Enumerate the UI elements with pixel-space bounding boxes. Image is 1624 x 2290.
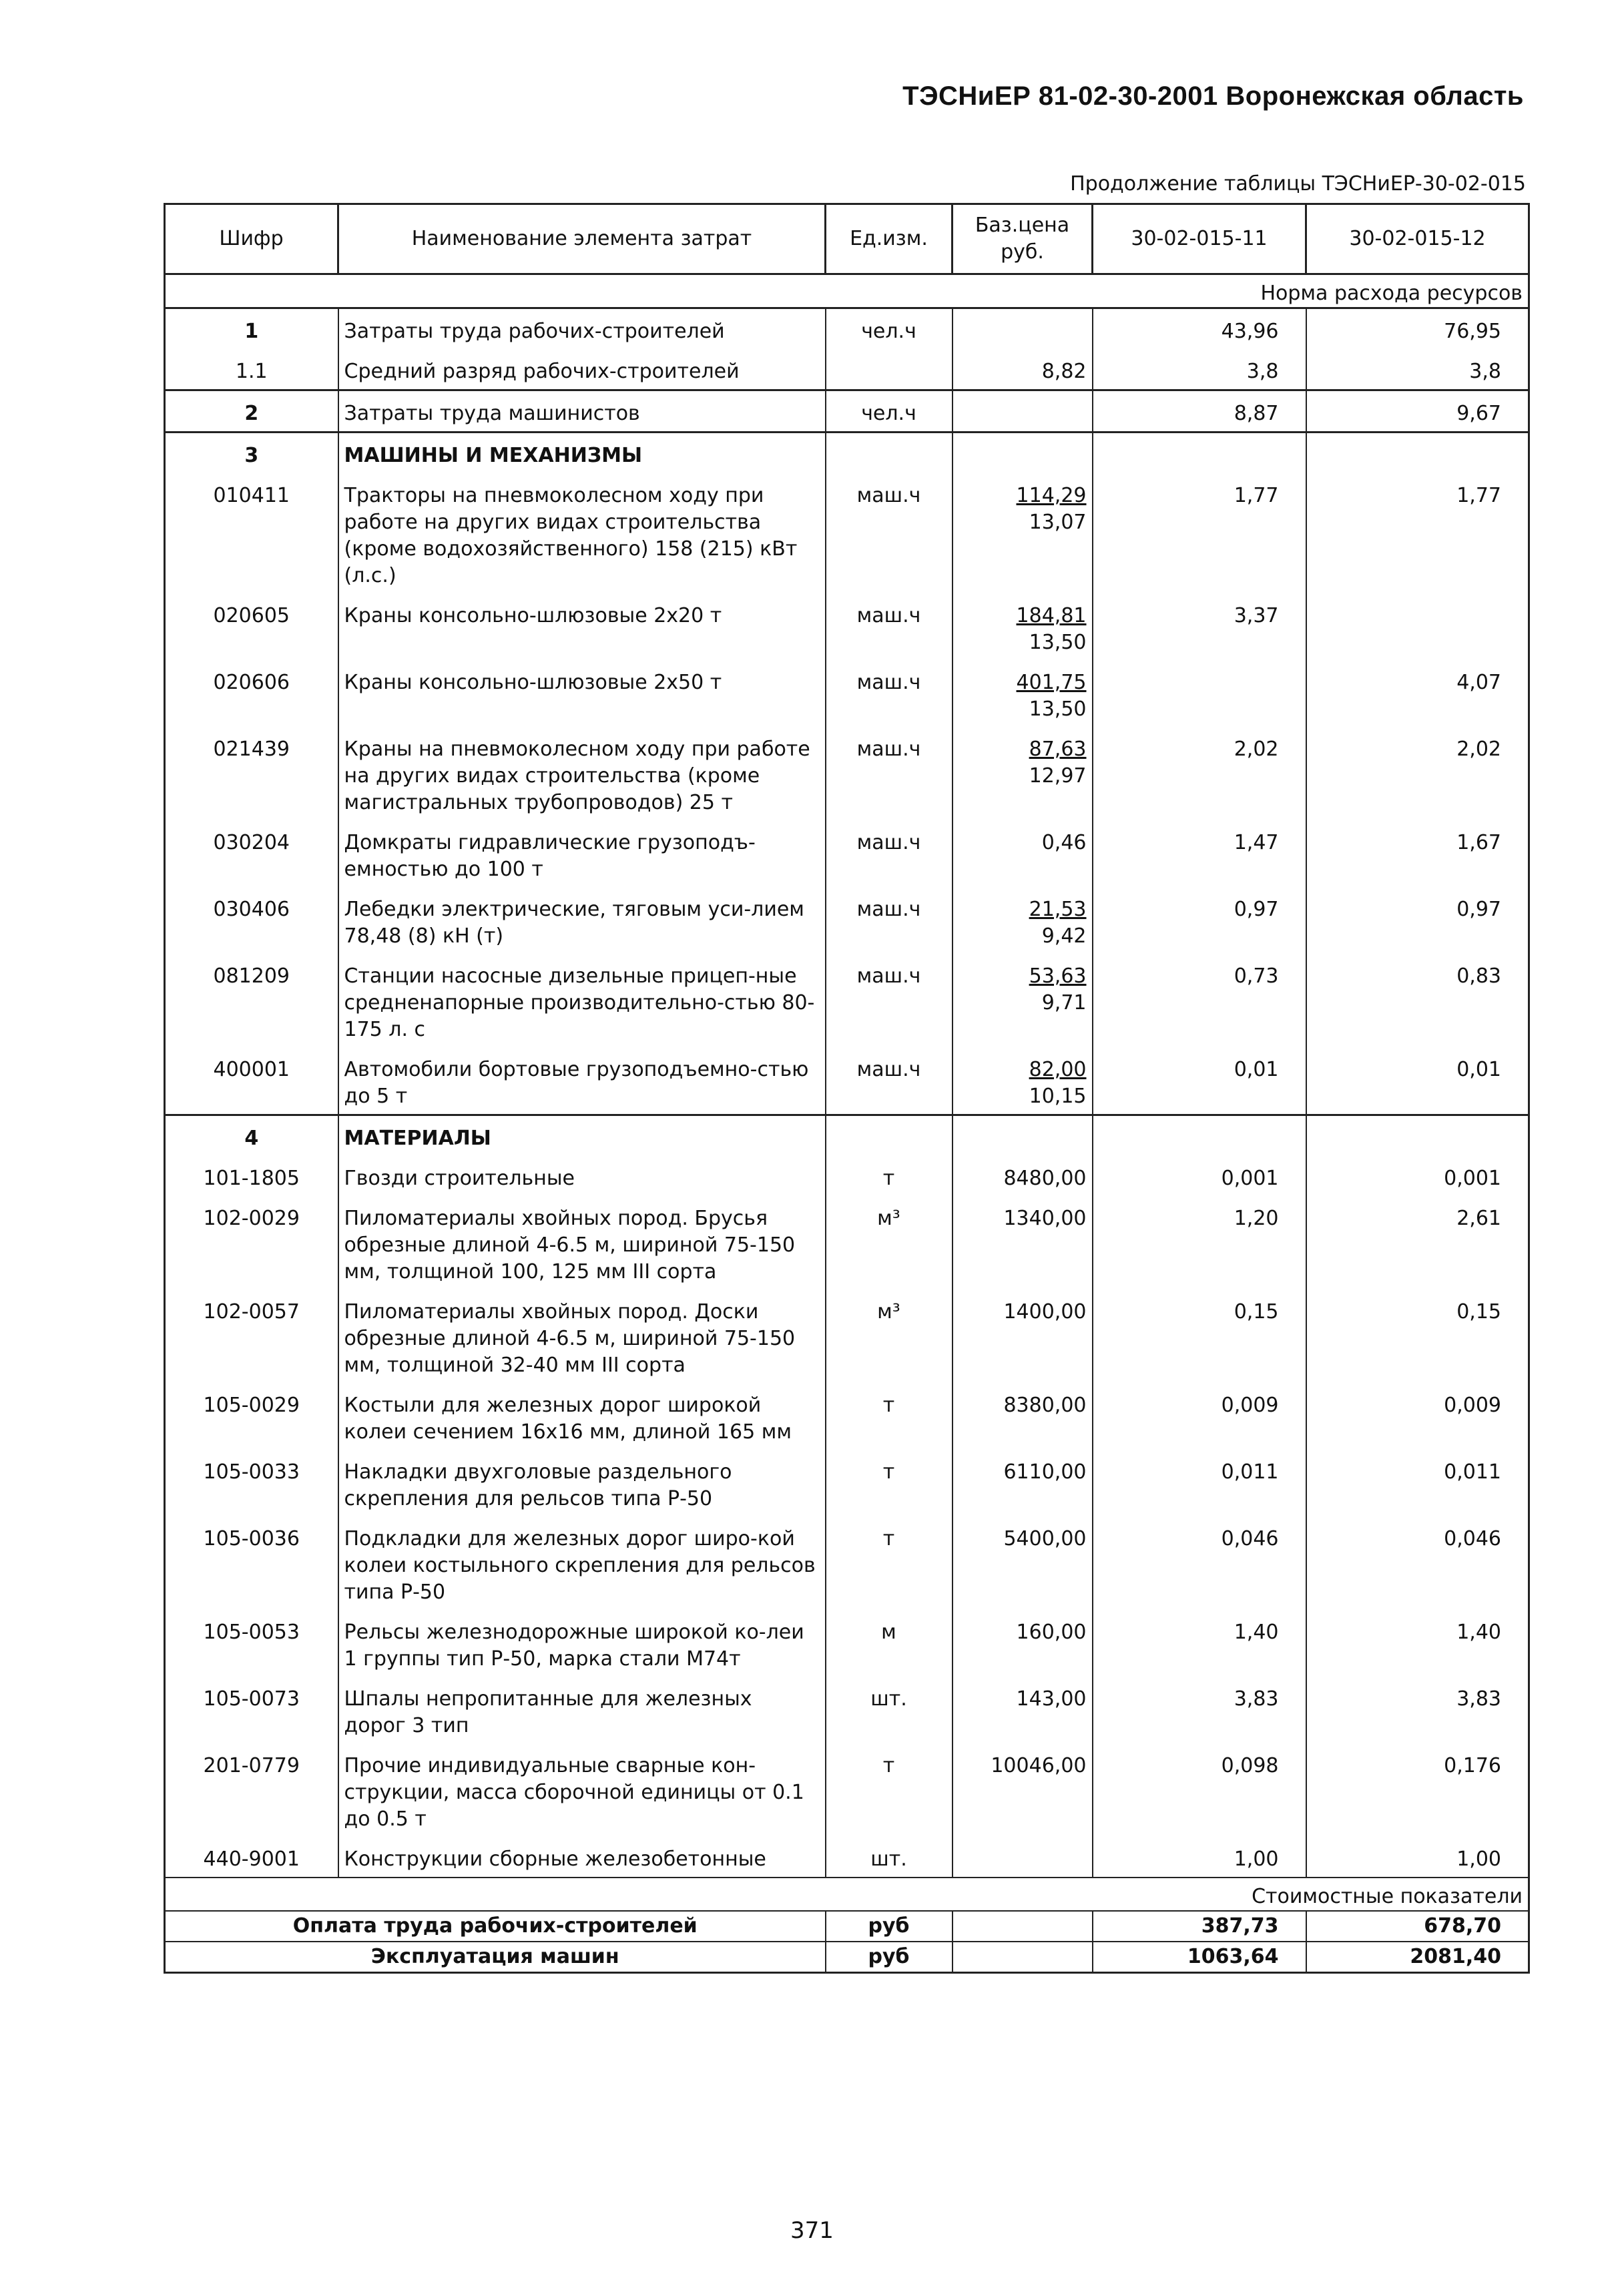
total-value-11: 387,73 xyxy=(1093,1911,1306,1942)
table-row xyxy=(165,1047,1529,1115)
cell-value-12: 1,77 xyxy=(1306,473,1529,593)
cell-value-11: 0,97 xyxy=(1093,887,1306,954)
cell-value-11: 2,02 xyxy=(1093,727,1306,820)
header-price-line1: Баз.цена xyxy=(975,214,1070,237)
cell-price xyxy=(953,1115,1093,1157)
price-base: 21,53 xyxy=(1029,898,1087,921)
cell-value-12: 2,61 xyxy=(1306,1196,1529,1290)
cell-value-11: 1,00 xyxy=(1093,1837,1306,1878)
cell-price xyxy=(953,593,1093,660)
cell-name: Тракторы на пневмоколесном ходу при работе на других видах строительства (кроме водохозяйственного) 158 (215) кВт (л.с.) xyxy=(338,473,826,593)
cell-name: Затраты труда рабочих-строителей xyxy=(338,308,826,350)
price-base: 1400,00 xyxy=(1003,1300,1087,1324)
cell-code: 105-0053 xyxy=(165,1610,338,1677)
totals-body xyxy=(165,1911,1529,1973)
cell-value-11 xyxy=(1093,1115,1306,1157)
cell-price xyxy=(953,1383,1093,1450)
cell-value-11: 0,001 xyxy=(1093,1156,1306,1196)
cell-unit: м xyxy=(826,1610,953,1677)
cell-value-12: 9,67 xyxy=(1306,390,1529,433)
norm-section xyxy=(165,274,1529,308)
header-row xyxy=(165,204,1529,274)
resource-table xyxy=(164,203,1530,1974)
table-row xyxy=(165,1610,1529,1677)
section-row xyxy=(165,349,1529,390)
price-base: 6110,00 xyxy=(1003,1460,1087,1484)
header-col2: 30-02-015-12 xyxy=(1306,204,1529,274)
cell-name: Краны консольно-шлюзовые 2х20 т xyxy=(338,593,826,660)
cell-code: 4 xyxy=(165,1115,338,1157)
cell-value-12: 0,01 xyxy=(1306,1047,1529,1115)
total-label: Эксплуатация машин xyxy=(165,1942,826,1973)
cell-unit: маш.ч xyxy=(826,1047,953,1115)
table-row xyxy=(165,727,1529,820)
header-col1: 30-02-015-11 xyxy=(1093,204,1306,274)
cell-name: Подкладки для железных дорог широ-кой колеи костыльного скрепления для рельсов типа Р-50 xyxy=(338,1516,826,1610)
table-row xyxy=(165,1516,1529,1610)
table-row xyxy=(165,1290,1529,1383)
total-value-12: 678,70 xyxy=(1306,1911,1529,1942)
cell-code: 105-0073 xyxy=(165,1677,338,1743)
cell-code: 440-9001 xyxy=(165,1837,338,1878)
cell-value-11: 1,77 xyxy=(1093,473,1306,593)
cell-code: 400001 xyxy=(165,1047,338,1115)
cell-price xyxy=(953,1196,1093,1290)
cell-name: Затраты труда машинистов xyxy=(338,390,826,433)
cell-price xyxy=(953,349,1093,390)
section-row xyxy=(165,390,1529,433)
cell-code: 020606 xyxy=(165,660,338,727)
cell-unit xyxy=(826,433,953,474)
table-row xyxy=(165,473,1529,593)
cell-name: Пиломатериалы хвойных пород. Брусья обрезные длиной 4-6.5 м, шириной 75-150 мм, толщиной 100, 125 мм III сорта xyxy=(338,1196,826,1290)
cell-value-11: 1,47 xyxy=(1093,820,1306,887)
cell-code: 102-0057 xyxy=(165,1290,338,1383)
cell-price xyxy=(953,1290,1093,1383)
cell-unit: маш.ч xyxy=(826,887,953,954)
cell-code: 105-0033 xyxy=(165,1450,338,1516)
cost-section xyxy=(165,1878,1529,1911)
price-base: 8,82 xyxy=(1041,360,1087,383)
cost-label-row xyxy=(165,1878,1529,1911)
cell-unit: т xyxy=(826,1516,953,1610)
table-row xyxy=(165,1156,1529,1196)
cell-value-12: 1,00 xyxy=(1306,1837,1529,1878)
norm-label-row xyxy=(165,274,1529,308)
price-base: 87,63 xyxy=(1029,738,1087,761)
table-header xyxy=(165,204,1529,274)
cell-value-12: 1,40 xyxy=(1306,1610,1529,1677)
cell-price xyxy=(953,433,1093,474)
cell-price xyxy=(953,1837,1093,1878)
cell-name: Рельсы железнодорожные широкой ко-леи 1 группы тип Р-50, марка стали М74т xyxy=(338,1610,826,1677)
price-base: 8380,00 xyxy=(1003,1394,1087,1417)
cell-price xyxy=(953,473,1093,593)
cell-unit: маш.ч xyxy=(826,954,953,1047)
table-row xyxy=(165,820,1529,887)
header-price-line2: руб. xyxy=(1001,240,1044,264)
header-name: Наименование элемента затрат xyxy=(338,204,826,274)
table-caption: Продолжение таблицы ТЭСНиЕР-30-02-015 xyxy=(1070,172,1526,196)
cell-value-12: 2,02 xyxy=(1306,727,1529,820)
total-empty xyxy=(953,1911,1093,1942)
cell-name: Средний разряд рабочих-строителей xyxy=(338,349,826,390)
cell-name: МАШИНЫ И МЕХАНИЗМЫ xyxy=(338,433,826,474)
cell-value-12: 0,15 xyxy=(1306,1290,1529,1383)
cell-value-11 xyxy=(1093,660,1306,727)
table-row xyxy=(165,1383,1529,1450)
cell-code: 2 xyxy=(165,390,338,433)
cell-price xyxy=(953,308,1093,350)
cell-value-11: 0,15 xyxy=(1093,1290,1306,1383)
cell-value-11: 0,73 xyxy=(1093,954,1306,1047)
cell-price xyxy=(953,1450,1093,1516)
cell-code: 030204 xyxy=(165,820,338,887)
price-base: 143,00 xyxy=(1016,1687,1087,1711)
cell-value-11 xyxy=(1093,433,1306,474)
cell-code: 1.1 xyxy=(165,349,338,390)
price-base: 53,63 xyxy=(1029,964,1087,988)
cell-name: Лебедки электрические, тяговым уси-лием 78,48 (8) кН (т) xyxy=(338,887,826,954)
cell-code: 101-1805 xyxy=(165,1156,338,1196)
cell-name: Автомобили бортовые грузоподъемно-стью до 5 т xyxy=(338,1047,826,1115)
price-wage: 13,07 xyxy=(1029,511,1087,534)
table-row xyxy=(165,1196,1529,1290)
cell-value-12: 0,011 xyxy=(1306,1450,1529,1516)
cell-name: Шпалы непропитанные для железных дорог 3 тип xyxy=(338,1677,826,1743)
cell-value-11: 0,011 xyxy=(1093,1450,1306,1516)
cell-code: 201-0779 xyxy=(165,1743,338,1837)
cell-value-11: 3,37 xyxy=(1093,593,1306,660)
cell-price xyxy=(953,1743,1093,1837)
cell-price xyxy=(953,887,1093,954)
cell-code: 3 xyxy=(165,433,338,474)
cell-value-12 xyxy=(1306,433,1529,474)
cell-value-12: 3,83 xyxy=(1306,1677,1529,1743)
table-row xyxy=(165,1450,1529,1516)
table-row xyxy=(165,1677,1529,1743)
cell-name: Прочие индивидуальные сварные кон-струкции, масса сборочной единицы от 0.1 до 0.5 т xyxy=(338,1743,826,1837)
table-row xyxy=(165,660,1529,727)
total-row xyxy=(165,1942,1529,1973)
cell-name: Костыли для железных дорог широкой колеи сечением 16х16 мм, длиной 165 мм xyxy=(338,1383,826,1450)
resource-table-container xyxy=(164,203,1528,1974)
cell-value-11: 0,01 xyxy=(1093,1047,1306,1115)
cell-value-12: 0,83 xyxy=(1306,954,1529,1047)
page-number: 371 xyxy=(790,2217,834,2244)
cell-price xyxy=(953,954,1093,1047)
price-base: 5400,00 xyxy=(1003,1527,1087,1550)
cell-unit: чел.ч xyxy=(826,308,953,350)
cell-price xyxy=(953,1156,1093,1196)
price-base: 401,75 xyxy=(1016,671,1087,694)
price-wage: 9,42 xyxy=(1041,924,1087,948)
cell-unit: т xyxy=(826,1743,953,1837)
table-row xyxy=(165,1743,1529,1837)
document-title: ТЭСНиЕР 81-02-30-2001 Воронежская область xyxy=(902,81,1524,111)
section-row xyxy=(165,1115,1529,1157)
cell-price xyxy=(953,727,1093,820)
cell-value-11: 1,20 xyxy=(1093,1196,1306,1290)
cell-code: 081209 xyxy=(165,954,338,1047)
total-empty xyxy=(953,1942,1093,1973)
cell-unit: шт. xyxy=(826,1837,953,1878)
cost-label: Стоимостные показатели xyxy=(165,1878,1529,1911)
cell-value-11: 43,96 xyxy=(1093,308,1306,350)
cell-value-11: 1,40 xyxy=(1093,1610,1306,1677)
section-row xyxy=(165,433,1529,474)
cell-value-12: 76,95 xyxy=(1306,308,1529,350)
cell-value-12 xyxy=(1306,1115,1529,1157)
cell-unit: маш.ч xyxy=(826,473,953,593)
cell-unit: т xyxy=(826,1450,953,1516)
cell-name: Краны на пневмоколесном ходу при работе на других видах строительства (кроме магистральных трубопроводов) 25 т xyxy=(338,727,826,820)
cell-code: 102-0029 xyxy=(165,1196,338,1290)
cell-price xyxy=(953,390,1093,433)
cell-name: Накладки двухголовые раздельного скрепления для рельсов типа Р-50 xyxy=(338,1450,826,1516)
price-wage: 9,71 xyxy=(1041,991,1087,1015)
cell-value-11: 0,046 xyxy=(1093,1516,1306,1610)
cell-name: МАТЕРИАЛЫ xyxy=(338,1115,826,1157)
cell-code: 105-0036 xyxy=(165,1516,338,1610)
cell-value-11: 0,009 xyxy=(1093,1383,1306,1450)
table-row xyxy=(165,954,1529,1047)
cell-code: 030406 xyxy=(165,887,338,954)
cell-unit: маш.ч xyxy=(826,727,953,820)
cell-value-12: 1,67 xyxy=(1306,820,1529,887)
price-wage: 10,15 xyxy=(1029,1085,1087,1108)
header-code: Шифр xyxy=(165,204,338,274)
cell-name: Домкраты гидравлические грузоподъ-емностью до 100 т xyxy=(338,820,826,887)
cell-name: Краны консольно-шлюзовые 2х50 т xyxy=(338,660,826,727)
cell-unit: т xyxy=(826,1383,953,1450)
cell-value-12: 0,009 xyxy=(1306,1383,1529,1450)
price-base: 160,00 xyxy=(1016,1621,1087,1644)
cell-code: 010411 xyxy=(165,473,338,593)
table-row xyxy=(165,593,1529,660)
cell-code: 105-0029 xyxy=(165,1383,338,1450)
total-label: Оплата труда рабочих-строителей xyxy=(165,1911,826,1942)
cell-price xyxy=(953,660,1093,727)
cell-value-12: 0,97 xyxy=(1306,887,1529,954)
cell-value-12 xyxy=(1306,593,1529,660)
price-wage: 12,97 xyxy=(1029,764,1087,788)
table-row xyxy=(165,1837,1529,1878)
cell-unit: маш.ч xyxy=(826,820,953,887)
cell-price xyxy=(953,1516,1093,1610)
cell-price xyxy=(953,1677,1093,1743)
cell-unit: шт. xyxy=(826,1677,953,1743)
cell-unit xyxy=(826,349,953,390)
cell-value-11: 3,83 xyxy=(1093,1677,1306,1743)
header-price xyxy=(953,204,1093,274)
cell-value-12: 0,046 xyxy=(1306,1516,1529,1610)
cell-value-12: 0,001 xyxy=(1306,1156,1529,1196)
cell-code: 020605 xyxy=(165,593,338,660)
price-base: 1340,00 xyxy=(1003,1207,1087,1230)
price-base: 82,00 xyxy=(1029,1058,1087,1081)
cell-unit: чел.ч xyxy=(826,390,953,433)
price-wage: 13,50 xyxy=(1029,631,1087,654)
section-row xyxy=(165,308,1529,350)
price-base: 8480,00 xyxy=(1003,1167,1087,1190)
cell-unit: маш.ч xyxy=(826,660,953,727)
cell-value-12: 0,176 xyxy=(1306,1743,1529,1837)
cell-code: 1 xyxy=(165,308,338,350)
cell-name: Гвозди строительные xyxy=(338,1156,826,1196)
cell-unit: м³ xyxy=(826,1290,953,1383)
price-wage: 13,50 xyxy=(1029,697,1087,721)
total-value-12: 2081,40 xyxy=(1306,1942,1529,1973)
cell-value-12: 3,8 xyxy=(1306,349,1529,390)
cell-unit: т xyxy=(826,1156,953,1196)
total-row xyxy=(165,1911,1529,1942)
price-base: 10046,00 xyxy=(991,1754,1087,1777)
total-unit: руб xyxy=(826,1942,953,1973)
cell-price xyxy=(953,1610,1093,1677)
price-base: 184,81 xyxy=(1016,604,1087,627)
cell-value-11: 3,8 xyxy=(1093,349,1306,390)
table-row xyxy=(165,887,1529,954)
cell-unit xyxy=(826,1115,953,1157)
cell-name: Станции насосные дизельные прицеп-ные средненапорные производительно-стью 80-175 л. с xyxy=(338,954,826,1047)
cell-name: Пиломатериалы хвойных пород. Доски обрезные длиной 4-6.5 м, шириной 75-150 мм, толщиной 32-40 мм III сорта xyxy=(338,1290,826,1383)
header-unit: Ед.изм. xyxy=(826,204,953,274)
total-unit: руб xyxy=(826,1911,953,1942)
cell-price xyxy=(953,820,1093,887)
cell-value-12: 4,07 xyxy=(1306,660,1529,727)
cell-value-11: 8,87 xyxy=(1093,390,1306,433)
cell-name: Конструкции сборные железобетонные xyxy=(338,1837,826,1878)
cell-code: 021439 xyxy=(165,727,338,820)
cell-unit: м³ xyxy=(826,1196,953,1290)
cell-value-11: 0,098 xyxy=(1093,1743,1306,1837)
price-base: 114,29 xyxy=(1016,484,1087,507)
cell-unit: маш.ч xyxy=(826,593,953,660)
total-value-11: 1063,64 xyxy=(1093,1942,1306,1973)
norm-label: Норма расхода ресурсов xyxy=(165,274,1529,308)
table-body xyxy=(165,308,1529,1878)
cell-price xyxy=(953,1047,1093,1115)
price-base: 0,46 xyxy=(1041,831,1087,854)
